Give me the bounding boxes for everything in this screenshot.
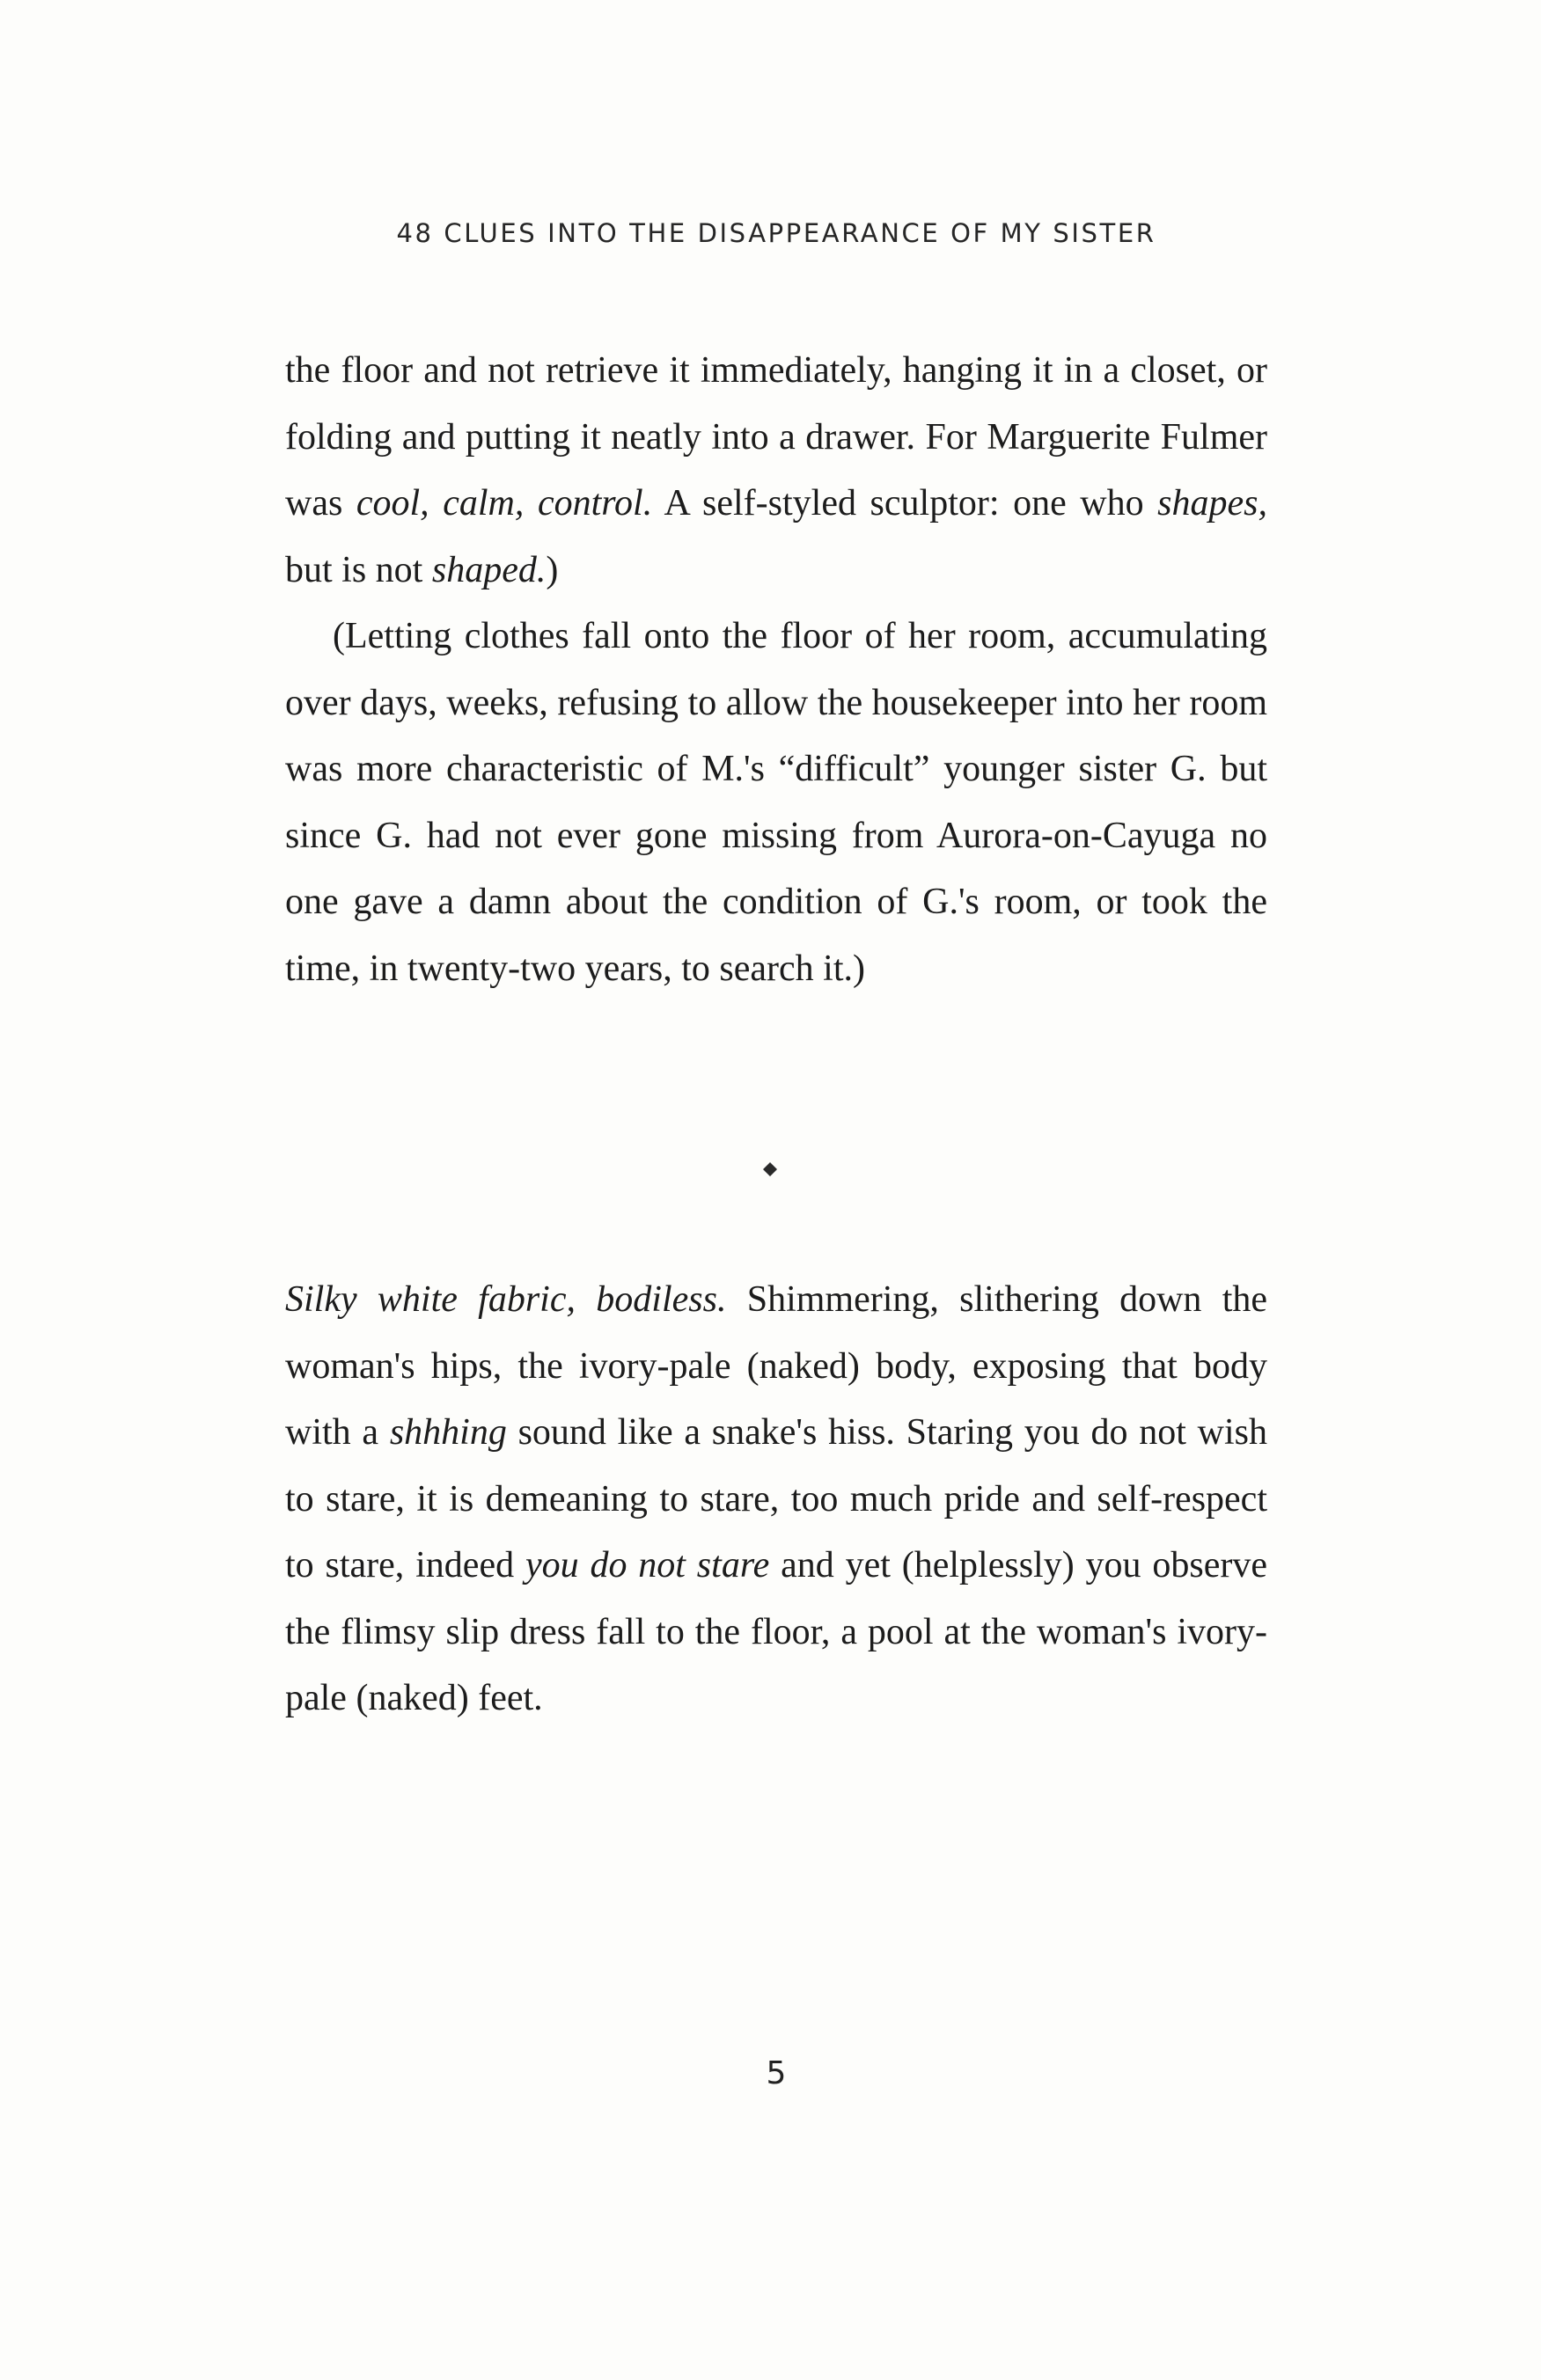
italic-run: cool, calm, control. [356,483,653,524]
page-number: 5 [766,2055,787,2091]
italic-run: you do not stare [525,1545,770,1585]
italic-run: shaped. [431,549,547,590]
text-run: the floor and not retrieve it immediately, hanging it in a closet, or folding and putting it neatly into a drawer. For Marguerite Fulmer was [285,350,1267,524]
paragraph-continued [285,338,1267,604]
diamond-ornament-icon [762,1161,778,1177]
text-run: but is not [285,549,432,590]
running-head: 48 CLUES INTO THE DISAPPEARANCE OF MY SISTER [396,218,1156,248]
italic-run: shhhing [389,1412,507,1453]
text-section-1 [285,338,1267,1002]
text-run: sound like a snake's hiss. Staring you do not wish to stare, it is demeaning to stare, too much pride and self-respect to stare, indeed [285,1412,1268,1585]
text-run: A self-styled sculptor: one who [652,483,1158,524]
italic-run: Silky white fabric, bodiless. [285,1279,727,1320]
text-run: and yet (helplessly) you observe the flimsy slip dress fall to the floor, a pool at the woman's ivory-pale (naked) feet. [285,1545,1267,1718]
italic-run: shapes, [1157,483,1267,524]
text-run: ) [546,549,559,590]
paragraph: (Letting clothes fall onto the floor of her room, accumulating over days, weeks, refusing to allow the housekeeper into her room was more characteristic of M.'s “difficult” younger sister G. but since G. had not ever gone missing from Aurora-on-Cayuga no one gave a damn about the condition of G.'s room, or took the time, in twenty-two years, to search it.) [285,616,1267,989]
paragraph [285,1267,1267,1732]
text-section-2 [285,1267,1267,1732]
text-run: Shimmering, slithering down the woman's hips, the ivory-pale (naked) body, exposing that body with a [285,1279,1268,1453]
